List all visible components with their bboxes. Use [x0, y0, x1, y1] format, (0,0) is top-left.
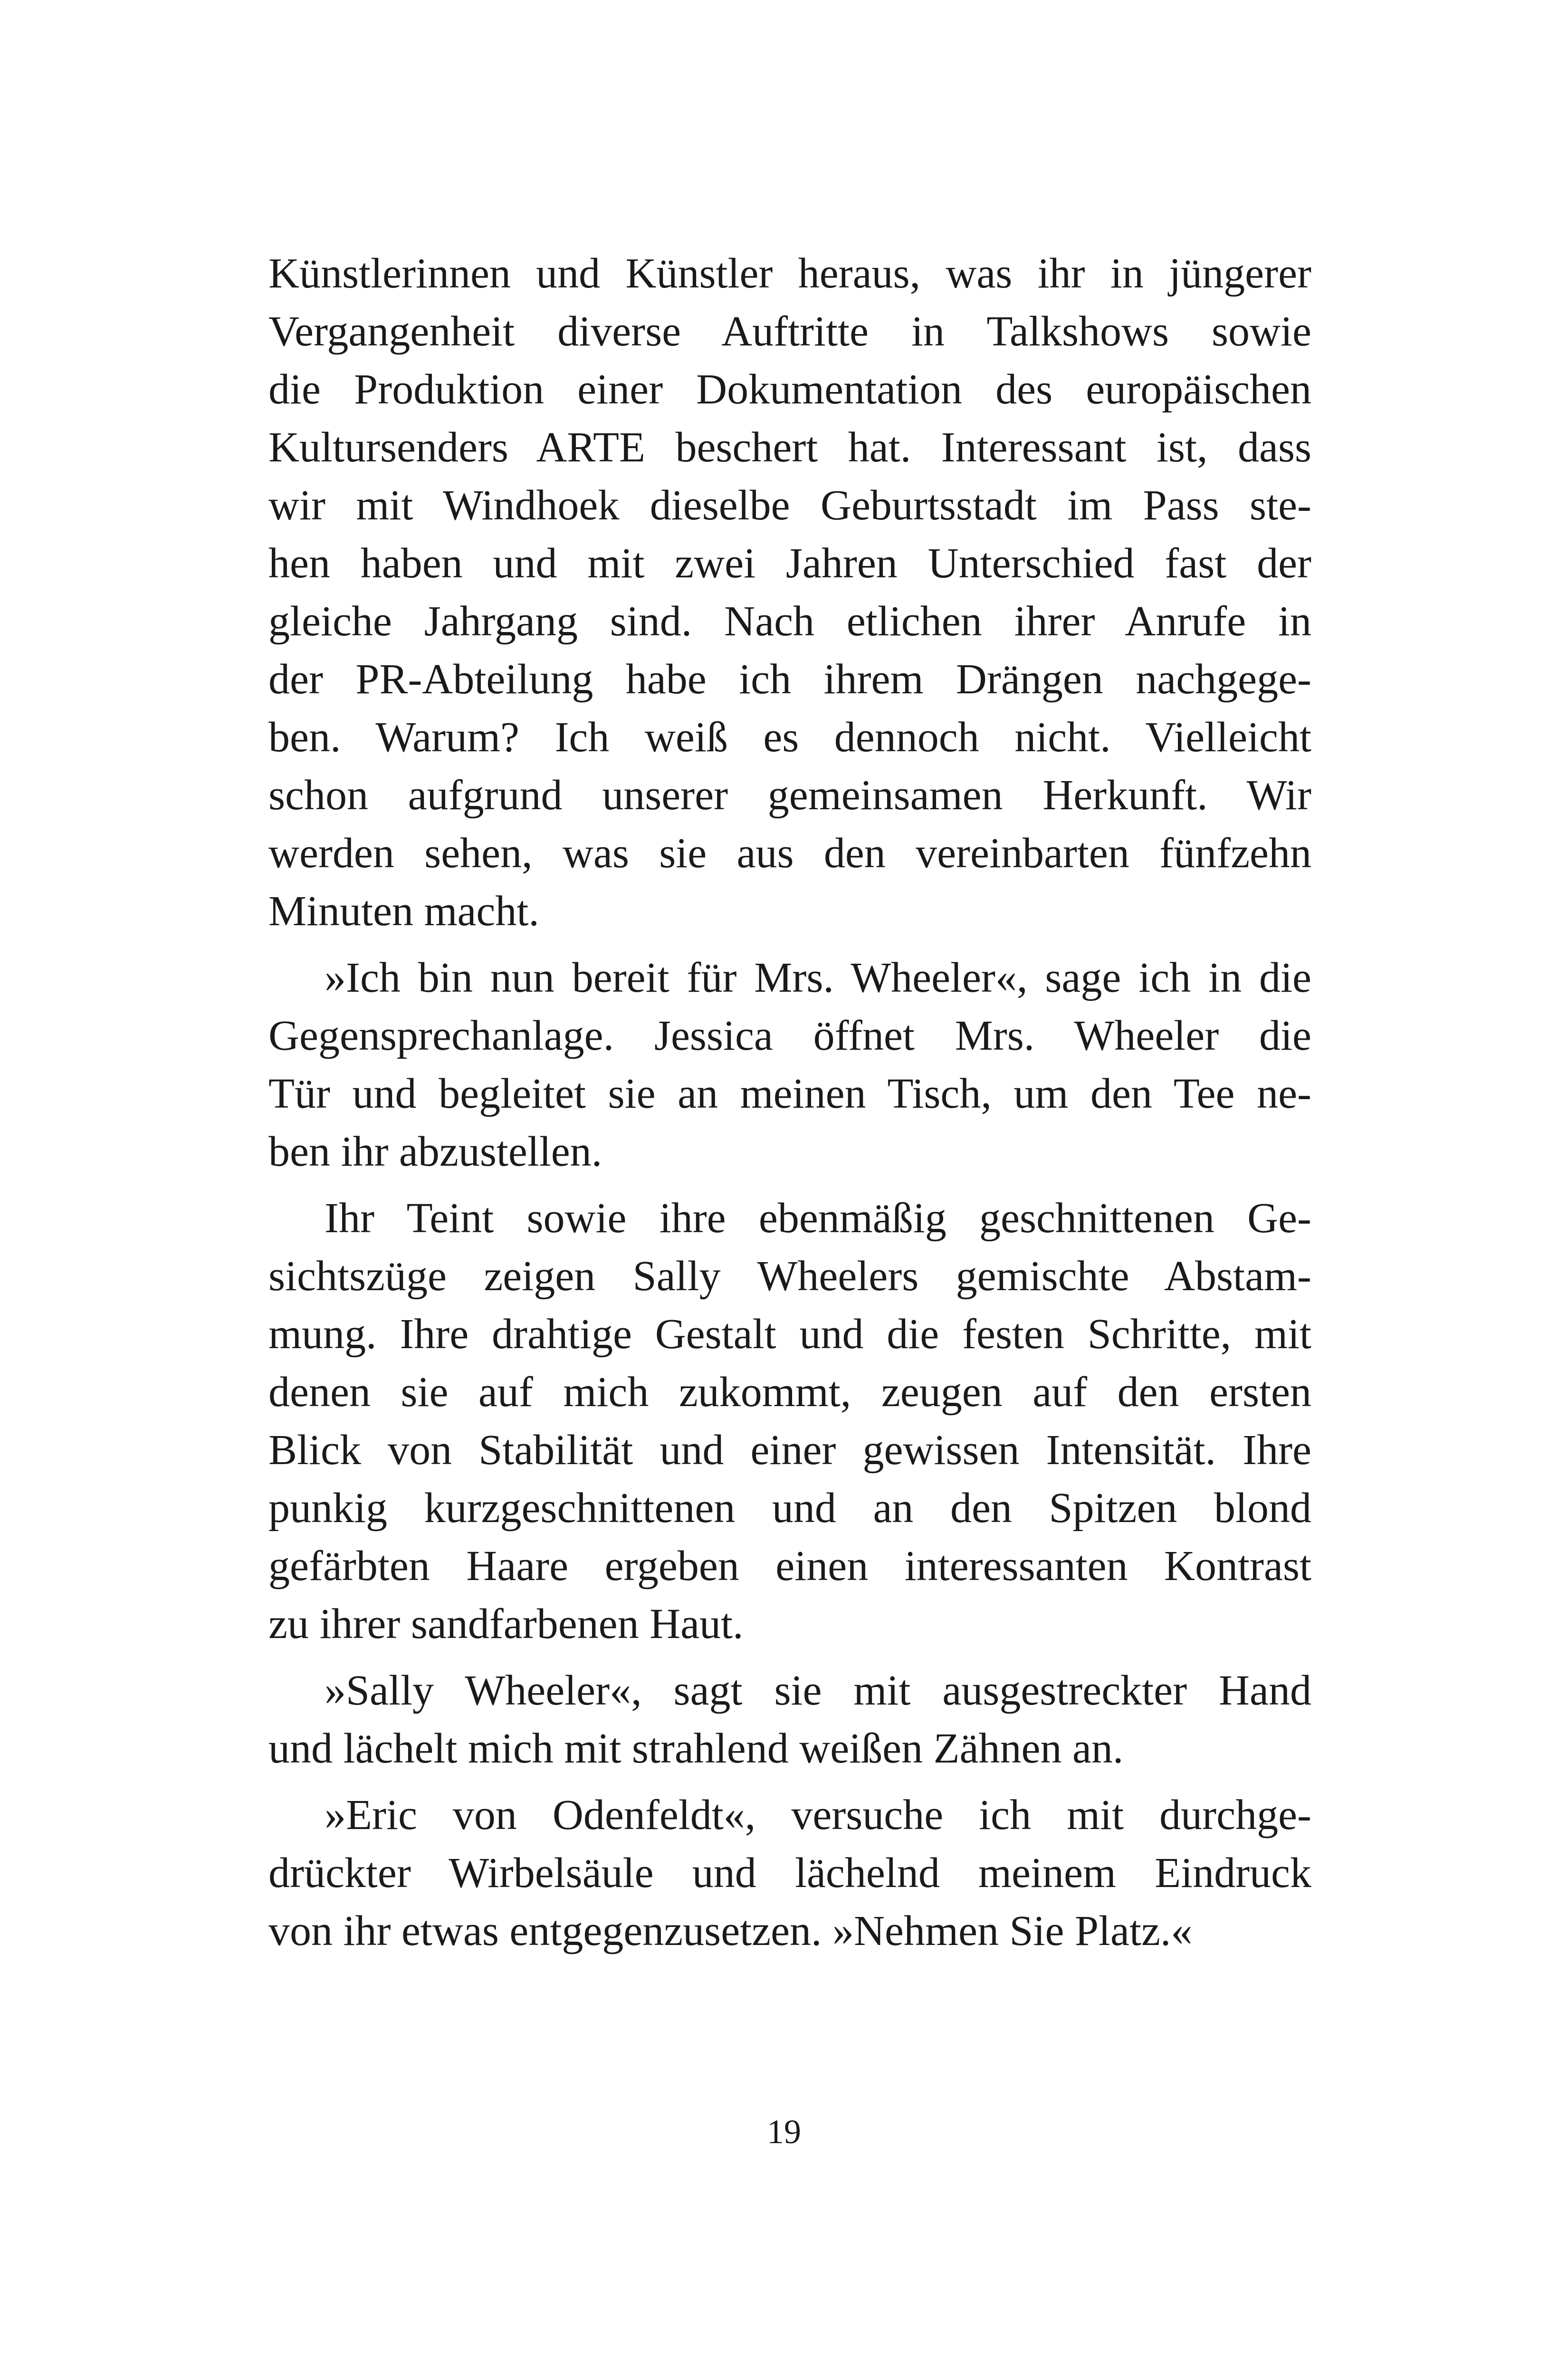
text-line: Künstlerinnen und Künstler heraus, was ihr in jüngerer: [268, 250, 1311, 297]
text-line: ben. Warum? Ich weiß es dennoch nicht. Vielleicht: [268, 714, 1311, 761]
text-line: gleiche Jahrgang sind. Nach etlichen ihrer Anrufe in: [268, 598, 1311, 645]
text-line: wir mit Windhoek dieselbe Geburtsstadt im Pass ste-: [268, 482, 1311, 529]
text-line: der PR-Abteilung habe ich ihrem Drängen nachgege-: [268, 656, 1311, 703]
text-line: gefärbten Haare ergeben einen interessanten Kontrast: [268, 1542, 1311, 1590]
text-line: Gegensprechanlage. Jessica öffnet Mrs. Wheeler die: [268, 1012, 1311, 1059]
body-text: [268, 245, 1311, 1960]
text-line: »Sally Wheeler«, sagt sie mit ausgestreckter Hand: [325, 1667, 1311, 1714]
text-line: mung. Ihre drahtige Gestalt und die festen Schritte, mit: [268, 1311, 1311, 1358]
text-line: Ihr Teint sowie ihre ebenmäßig geschnittenen Ge-: [325, 1195, 1311, 1242]
text-line: Blick von Stabilität und einer gewissen Intensität. Ihre: [268, 1427, 1311, 1474]
text-line: die Produktion einer Dokumentation des europäischen: [268, 366, 1311, 413]
paragraph-gap: [268, 1653, 1311, 1662]
text-line: hen haben und mit zwei Jahren Unterschied fast der: [268, 540, 1311, 587]
text-line: werden sehen, was sie aus den vereinbarten fünfzehn: [268, 830, 1311, 877]
paragraph-gap: [268, 1181, 1311, 1189]
paragraph-gap: [268, 940, 1311, 949]
text-line: und lächelt mich mit strahlend weißen Zähnen an.: [268, 1725, 1124, 1772]
text-line: sichtszüge zeigen Sally Wheelers gemischte Abstam-: [268, 1253, 1311, 1300]
text-line: drückter Wirbelsäule und lächelnd meinem Eindruck: [268, 1849, 1311, 1897]
paragraph-gap: [268, 1778, 1311, 1786]
text-line: zu ihrer sandfarbenen Haut.: [268, 1600, 744, 1648]
text-line: Kultursenders ARTE beschert hat. Interessant ist, dass: [268, 424, 1311, 471]
text-line: von ihr etwas entgegenzusetzen. »Nehmen Sie Platz.«: [268, 1907, 1193, 1954]
text-line: »Ich bin nun bereit für Mrs. Wheeler«, sage ich in die: [325, 954, 1311, 1001]
text-line: ben ihr abzustellen.: [268, 1128, 602, 1175]
text-line: Tür und begleitet sie an meinen Tisch, um den Tee ne-: [268, 1070, 1311, 1117]
text-line: punkig kurzgeschnittenen und an den Spitzen blond: [268, 1485, 1311, 1532]
page-number: 19: [767, 2113, 801, 2151]
text-line: Vergangenheit diverse Auftritte in Talkshows sowie: [268, 308, 1311, 355]
text-line: Minuten macht.: [268, 888, 539, 935]
text-line: denen sie auf mich zukommt, zeugen auf den ersten: [268, 1369, 1311, 1416]
text-line: schon aufgrund unserer gemeinsamen Herkunft. Wir: [268, 772, 1311, 819]
text-line: »Eric von Odenfeldt«, versuche ich mit durchge-: [325, 1792, 1311, 1839]
